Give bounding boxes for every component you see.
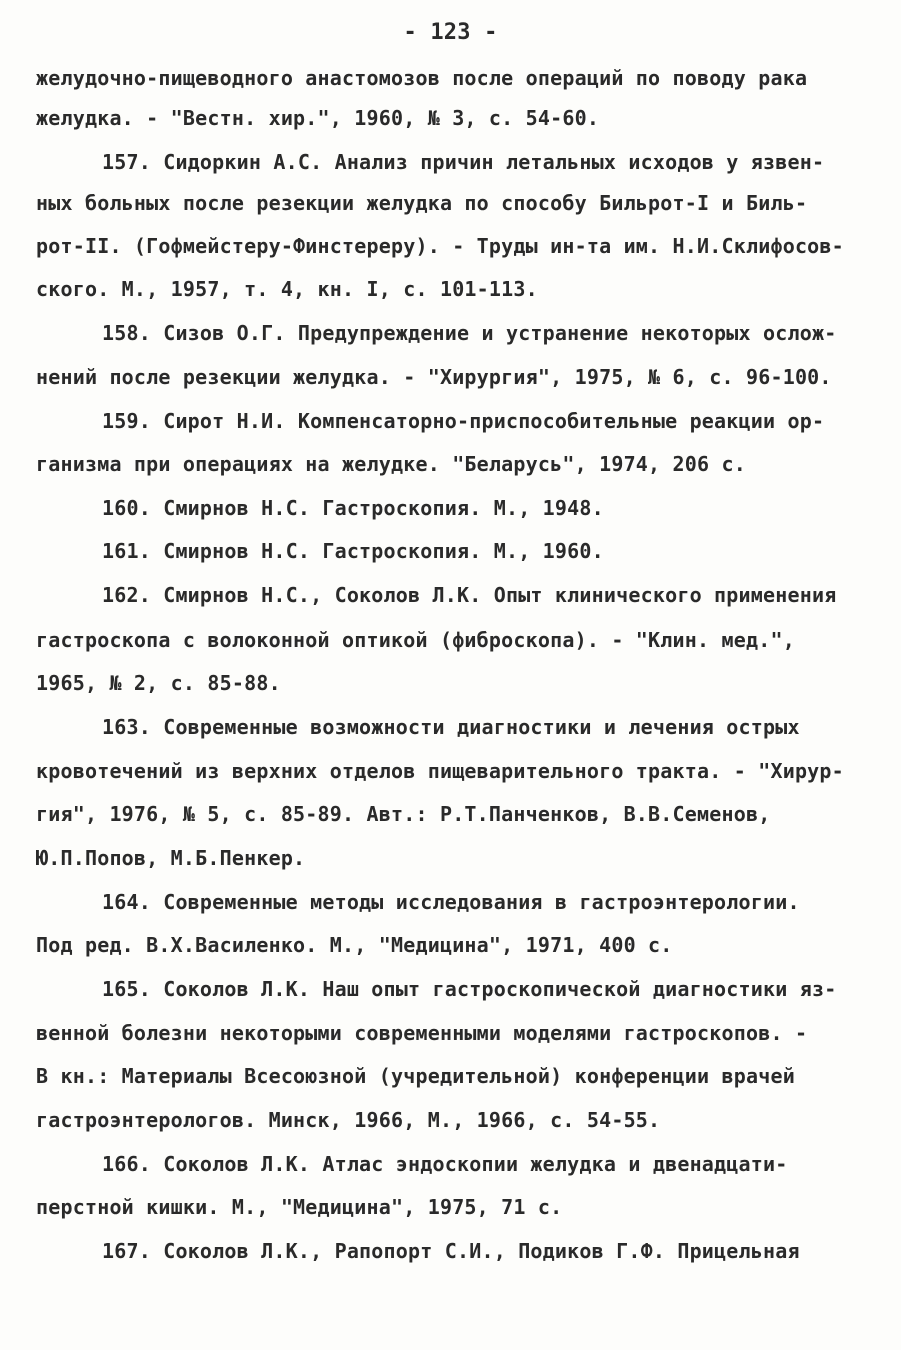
text-line: перстной кишки. М., "Медицина", 1975, 71 с. [36,1195,563,1219]
text-line: ных больных после резекции желудка по способу Бильрот-I и Биль- [36,191,808,215]
text-line: гастроскопа с волоконной оптикой (фиброскопа). - "Клин. мед.", [36,628,795,652]
text-line: гия", 1976, № 5, с. 85-89. Авт.: Р.Т.Панченков, В.В.Семенов, [36,802,771,826]
text-line: 1965, № 2, с. 85-88. [36,671,281,695]
text-line: желудочно-пищеводного анастомозов после операций по поводу рака [36,66,808,90]
text-line: гастроэнтерологов. Минск, 1966, М., 1966, с. 54-55. [36,1108,661,1132]
text-line: Ю.П.Попов, М.Б.Пенкер. [36,846,306,870]
page-number: - 123 - [403,20,498,45]
text-line: ского. М., 1957, т. 4, кн. I, с. 101-113. [36,277,538,301]
reference-157-line: 157. Сидоркин А.С. Анализ причин летальных исходов у язвен- [102,150,825,174]
reference-165-line: 165. Соколов Л.К. Наш опыт гастроскопической диагностики яз- [102,977,837,1001]
reference-164-line: 164. Современные методы исследования в гастроэнтерологии. [102,890,800,914]
text-line: Под ред. В.Х.Василенко. М., "Медицина", 1971, 400 с. [36,933,673,957]
text-line: рот-II. (Гофмейстеру-Финстереру). - Труды ин-та им. Н.И.Склифосов- [36,234,844,258]
text-line: желудка. - "Вестн. хир.", 1960, № 3, с. 54-60. [36,106,600,130]
reference-162-line: 162. Смирнов Н.С., Соколов Л.К. Опыт клинического применения [102,583,837,607]
text-line: кровотечений из верхних отделов пищеварительного тракта. - "Хирур- [36,759,844,783]
text-line: ганизма при операциях на желудке. "Беларусь", 1974, 206 с. [36,452,746,476]
reference-158-line: 158. Сизов О.Г. Предупреждение и устранение некоторых ослож- [102,321,837,345]
text-line: нений после резекции желудка. - "Хирургия", 1975, № 6, с. 96-100. [36,365,832,389]
text-line: венной болезни некоторыми современными моделями гастроскопов. - [36,1021,808,1045]
text-line: В кн.: Материалы Всесоюзной (учредительной) конференции врачей [36,1064,795,1088]
reference-160-line: 160. Смирнов Н.С. Гастроскопия. М., 1948. [102,496,604,520]
reference-167-line: 167. Соколов Л.К., Рапопорт С.И., Подиков Г.Ф. Прицельная [102,1239,800,1263]
reference-163-line: 163. Современные возможности диагностики и лечения острых [102,715,800,739]
reference-161-line: 161. Смирнов Н.С. Гастроскопия. М., 1960. [102,539,604,563]
reference-159-line: 159. Сирот Н.И. Компенсаторно-приспособительные реакции ор- [102,409,825,433]
reference-166-line: 166. Соколов Л.К. Атлас эндоскопии желудка и двенадцати- [102,1152,788,1176]
